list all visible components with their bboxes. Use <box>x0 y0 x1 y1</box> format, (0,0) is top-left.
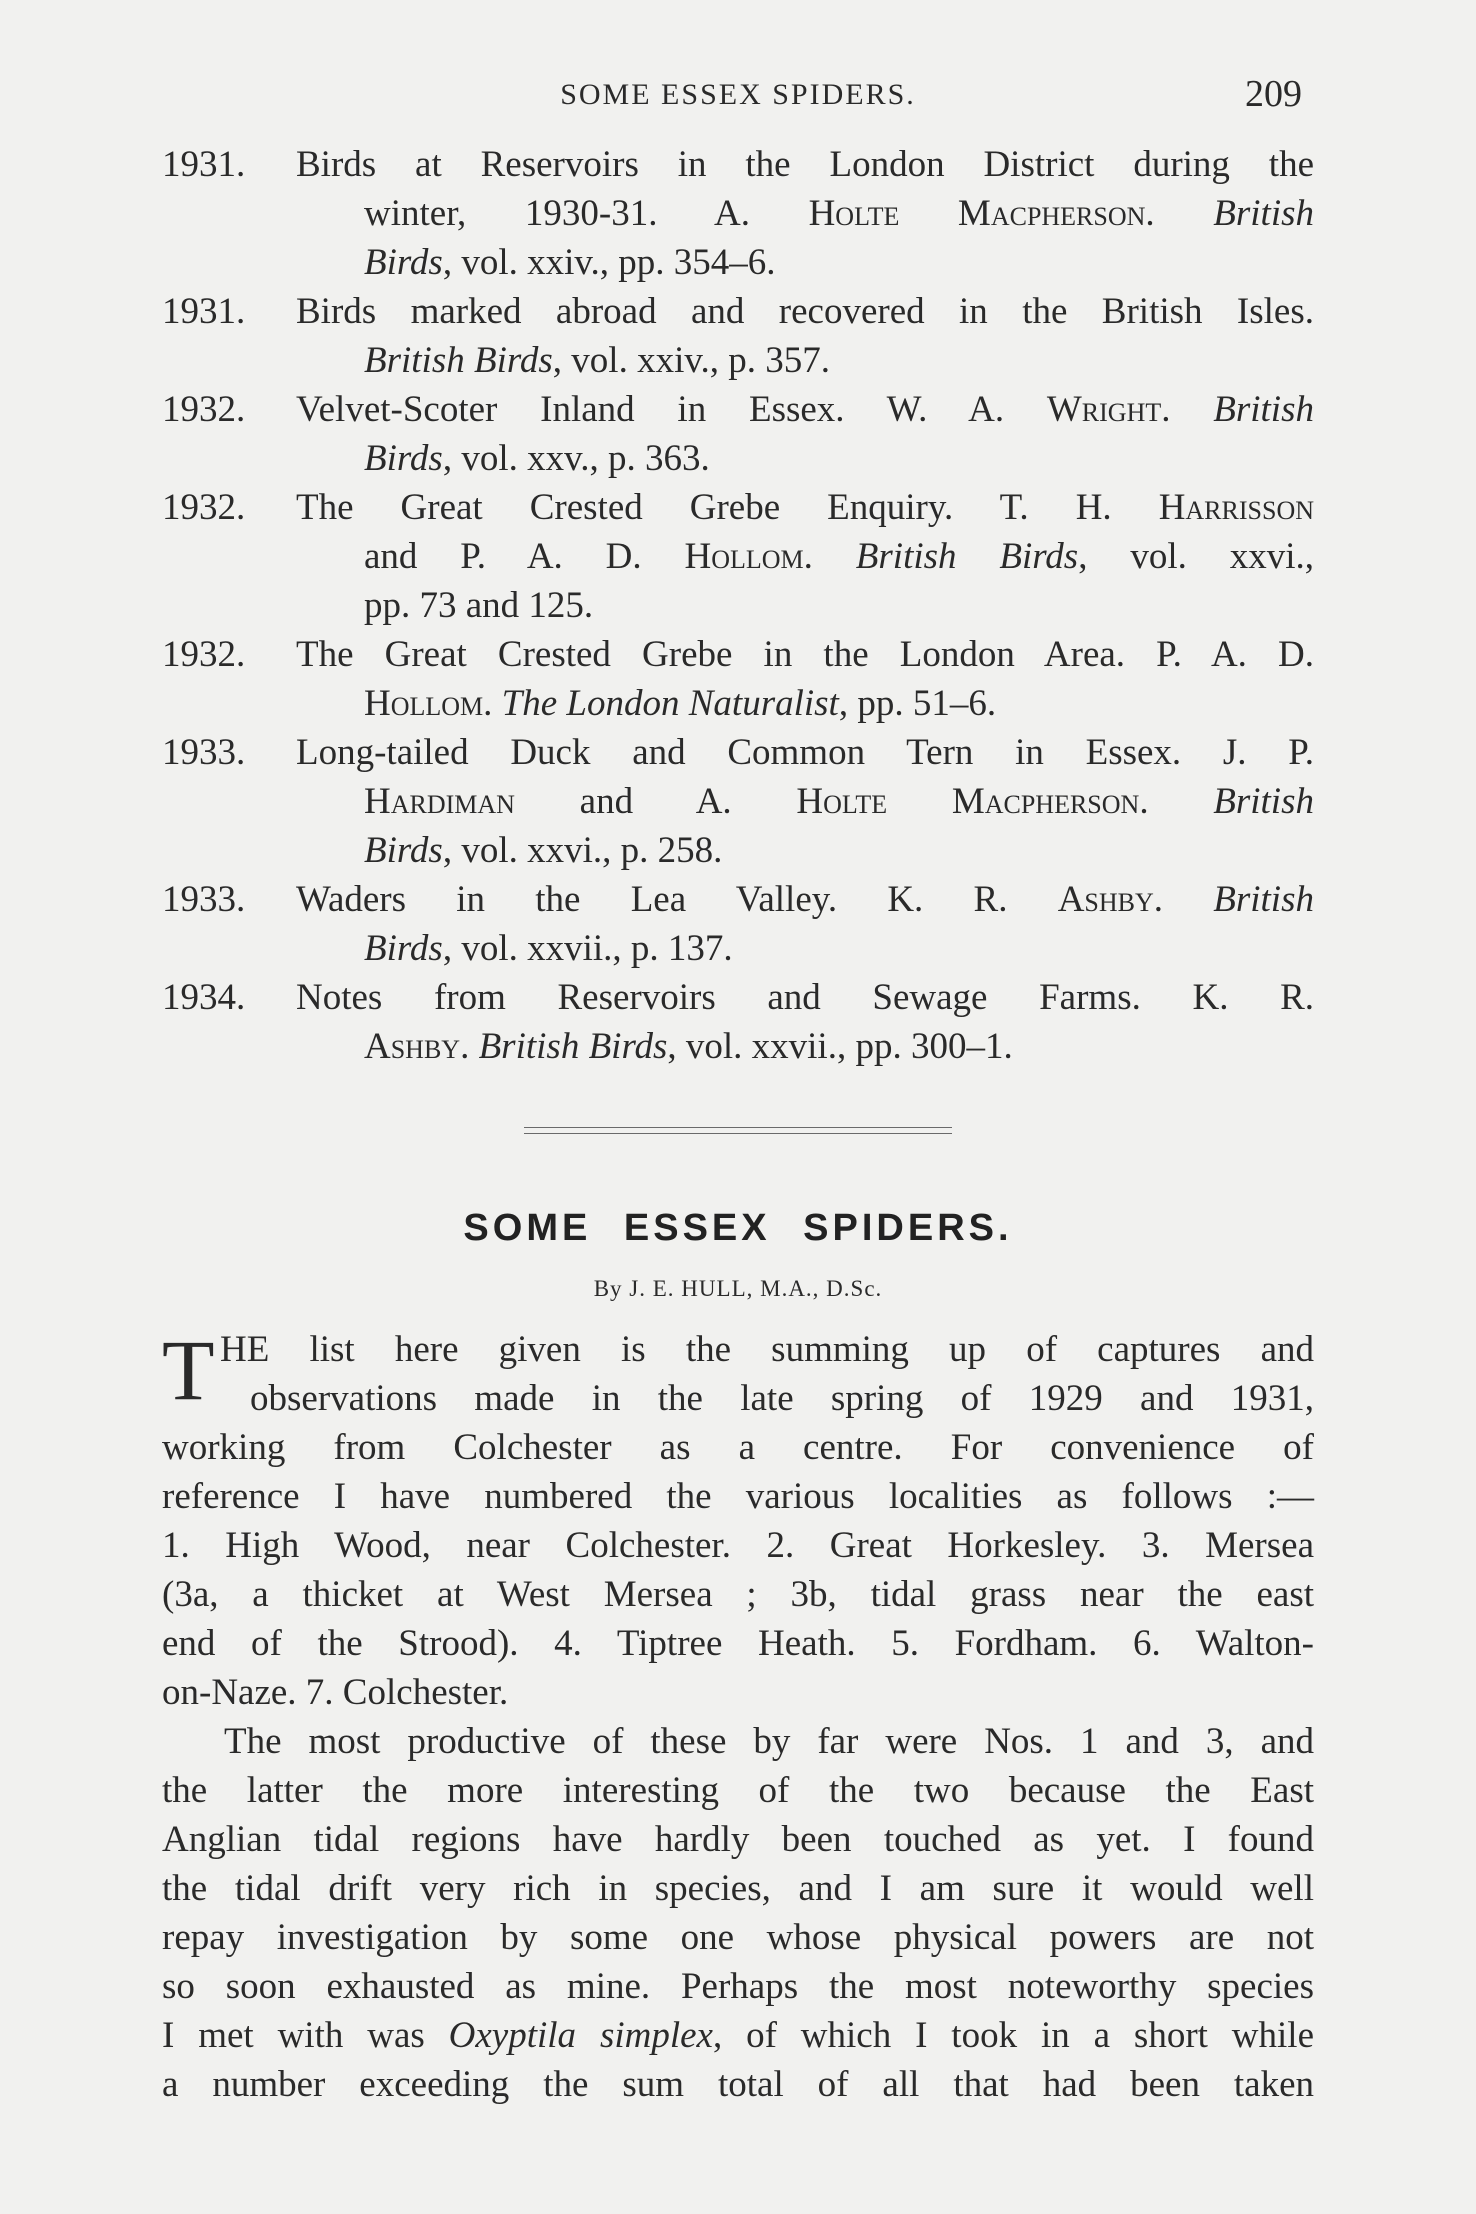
body-line: reference I have numbered the various localities as follows :— <box>162 1476 1314 1517</box>
body-line: repay investigation by some one whose physical powers are not <box>162 1917 1314 1958</box>
drop-cap: T <box>162 1322 215 1418</box>
article-byline: By J. E. HULL, M.A., D.Sc. <box>593 1276 883 1301</box>
reference-line: Velvet-Scoter Inland in Essex. W. A. Wright. British <box>296 389 1314 430</box>
reference-entry <box>162 630 1314 728</box>
reference-line: British Birds, vol. xxiv., p. 357. <box>364 340 830 381</box>
body-line: (3a, a thicket at West Mersea ; 3b, tidal grass near the east <box>162 1574 1314 1615</box>
reference-year: 1932. <box>162 487 246 528</box>
reference-entry <box>162 875 1314 973</box>
page-number: 209 <box>1245 73 1302 115</box>
running-head <box>162 72 1314 122</box>
reference-line: Long-tailed Duck and Common Tern in Essex. J. P. <box>296 732 1314 773</box>
reference-line: Birds marked abroad and recovered in the British Isles. <box>296 291 1314 332</box>
body-line: the latter the more interesting of the two because the East <box>162 1770 1314 1811</box>
reference-line: Birds at Reservoirs in the London District during the <box>296 144 1314 185</box>
body-line: Anglian tidal regions have hardly been touched as yet. I found <box>162 1819 1314 1860</box>
reference-entry <box>162 140 1314 287</box>
reference-line: The Great Crested Grebe Enquiry. T. H. Harrisson <box>296 487 1314 528</box>
reference-list <box>162 140 1314 1071</box>
reference-year: 1933. <box>162 732 246 773</box>
body-line: I met with was Oxyptila simplex, of which I took in a short while <box>162 2015 1315 2056</box>
body-line: so soon exhausted as mine. Perhaps the most noteworthy species <box>162 1966 1314 2007</box>
body-line: the tidal drift very rich in species, and I am sure it would well <box>162 1868 1314 1909</box>
running-head-title: SOME ESSEX SPIDERS. <box>560 78 916 111</box>
reference-line: Birds, vol. xxvi., p. 258. <box>364 830 723 871</box>
article-title: SOME ESSEX SPIDERS. <box>463 1207 1013 1249</box>
reference-line: and P. A. D. Hollom. British Birds, vol. xxvi., <box>364 536 1315 577</box>
reference-line: Birds, vol. xxiv., pp. 354–6. <box>364 242 776 283</box>
reference-line: pp. 73 and 125. <box>364 585 594 626</box>
body-line: a number exceeding the sum total of all that had been taken <box>162 2064 1314 2105</box>
body-line: 1. High Wood, near Colchester. 2. Great Horkesley. 3. Mersea <box>162 1525 1314 1566</box>
body-line: HE list here given is the summing up of captures and <box>220 1329 1314 1370</box>
body-line: observations made in the late spring of 1929 and 1931, <box>250 1378 1314 1419</box>
reference-year: 1934. <box>162 977 246 1018</box>
reference-entry <box>162 973 1314 1071</box>
reference-line: Hollom. The London Naturalist, pp. 51–6. <box>364 683 997 724</box>
reference-entry <box>162 483 1314 630</box>
reference-entry <box>162 728 1314 875</box>
reference-line: Birds, vol. xxv., p. 363. <box>364 438 710 479</box>
body-line: on-Naze. 7. Colchester. <box>162 1672 509 1713</box>
reference-entry <box>162 287 1314 385</box>
reference-entry <box>162 385 1314 483</box>
reference-year: 1931. <box>162 144 246 185</box>
reference-line: Hardiman and A. Holte Macpherson. British <box>364 781 1314 822</box>
reference-year: 1931. <box>162 291 246 332</box>
reference-line: Waders in the Lea Valley. K. R. Ashby. British <box>296 879 1314 920</box>
reference-year: 1933. <box>162 879 246 920</box>
reference-line: Birds, vol. xxvii., p. 137. <box>364 928 733 969</box>
body-line: end of the Strood). 4. Tiptree Heath. 5. Fordham. 6. Walton- <box>162 1623 1314 1664</box>
body-line: working from Colchester as a centre. For convenience of <box>162 1427 1314 1468</box>
reference-line: winter, 1930-31. A. Holte Macpherson. British <box>364 193 1315 234</box>
reference-line: Ashby. British Birds, vol. xxvii., pp. 300–1. <box>364 1026 1013 1067</box>
body-line: The most productive of these by far were Nos. 1 and 3, and <box>224 1721 1314 1762</box>
reference-line: The Great Crested Grebe in the London Area. P. A. D. <box>296 634 1314 675</box>
reference-year: 1932. <box>162 389 246 430</box>
reference-line: Notes from Reservoirs and Sewage Farms. K. R. <box>296 977 1314 1018</box>
reference-year: 1932. <box>162 634 246 675</box>
section-divider <box>524 1127 952 1136</box>
article-body <box>162 1322 1315 2109</box>
species-name: Oxyptila simplex <box>448 2015 713 2056</box>
